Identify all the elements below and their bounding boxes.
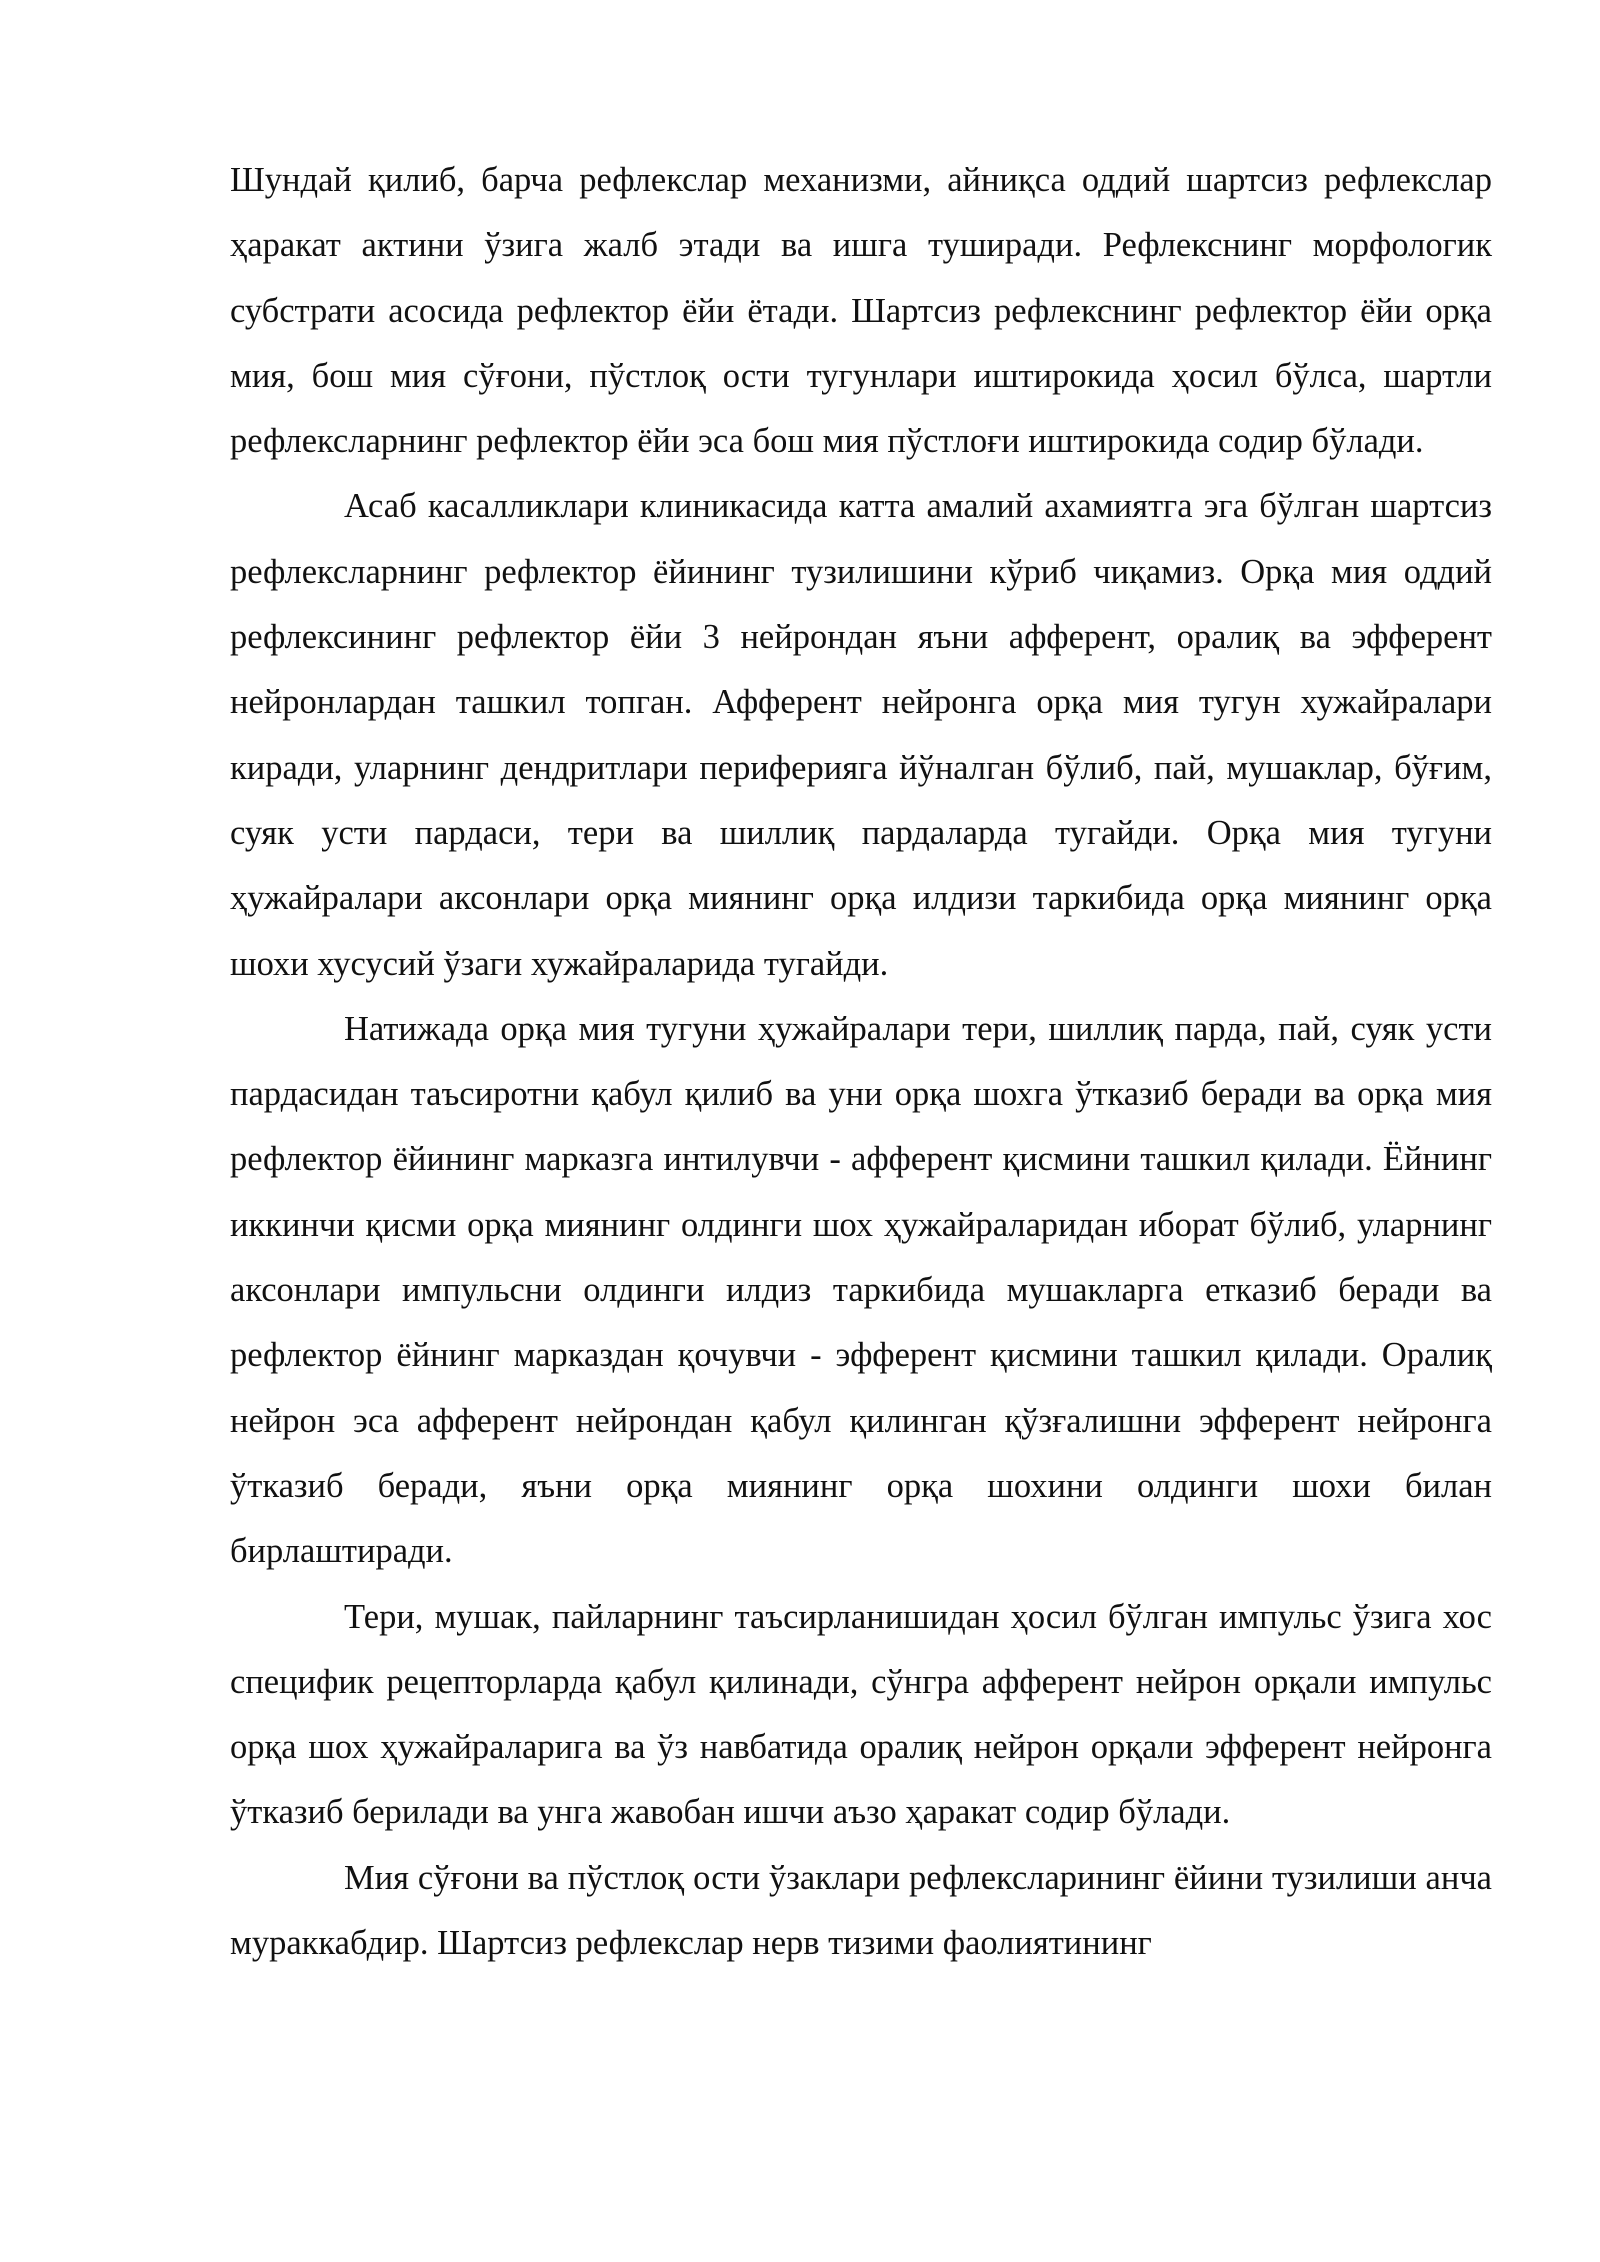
paragraph-1: Шундай қилиб, барча рефлекслар механизми, айниқса оддий шартсиз рефлекслар ҳаракат актини ўзига жалб этади ва ишга туширади. Рефлекснинг морфологик субстрати асосида рефлектор ёйи ётади. Шартсиз рефлекснинг рефлектор ёйи орқа мия, бош мия сўғони, пўстлоқ ости тугунлари иштирокида ҳосил бўлса, шартли рефлексларнинг рефлектор ёйи эса бош мия пўстлоғи иштирокида содир бўлади. — [230, 161, 1492, 461]
body-text — [230, 148, 1492, 1976]
paragraph-4: Тери, мушак, пайларнинг таъсирланишидан ҳосил бўлган импульс ўзига хос специфик рецепторларда қабул қилинади, сўнгра афферент нейрон орқали импульс орқа шох ҳужайраларига ва ўз навбатида оралиқ нейрон орқали эфферент нейронга ўтказиб берилади ва унга жавобан ишчи аъзо ҳаракат содир бўлади. — [230, 1597, 1492, 1832]
paragraph-2: Асаб касалликлари клиникасида катта амалий ахамиятга эга бўлган шартсиз рефлексларнинг рефлектор ёйининг тузилишини кўриб чиқамиз. Орқа мия оддий рефлексининг рефлектор ёйи 3 нейрондан яъни афферент, оралиқ ва эфферент нейронлардан ташкил топган. Афферент нейронга орқа мия тугун хужайралари киради, уларнинг дендритлари периферияга йўналган бўлиб, пай, мушаклар, бўғим, суяк усти пардаси, тери ва шиллиқ пардаларда тугайди. Орқа мия тугуни ҳужайралари аксонлари орқа миянинг орқа илдизи таркибида орқа миянинг орқа шохи хусусий ўзаги хужайраларида тугайди. — [230, 487, 1492, 983]
paragraph-5: Мия сўғони ва пўстлоқ ости ўзаклари рефлексларининг ёйини тузилиши анча мураккабдир. Шартсиз рефлекслар нерв тизими фаолиятининг — [230, 1858, 1492, 1963]
paragraph-3: Натижада орқа мия тугуни ҳужайралари тери, шиллиқ парда, пай, суяк усти пардасидан таъсиротни қабул қилиб ва уни орқа шохга ўтказиб беради ва орқа мия рефлектор ёйининг марказга интилувчи - афферент қисмини ташкил қилади. Ёйнинг иккинчи қисми орқа миянинг олдинги шох ҳужайраларидан иборат бўлиб, уларнинг аксонлари импульсни олдинги илдиз таркибида мушакларга етказиб беради ва рефлектор ёйнинг марказдан қочувчи - эфферент қисмини ташкил қилади. Оралиқ нейрон эса афферент нейрондан қабул қилинган қўзғалишни эфферент нейронга ўтказиб беради, яъни орқа миянинг орқа шохини олдинги шохи билан бирлаштиради. — [230, 1009, 1492, 1571]
